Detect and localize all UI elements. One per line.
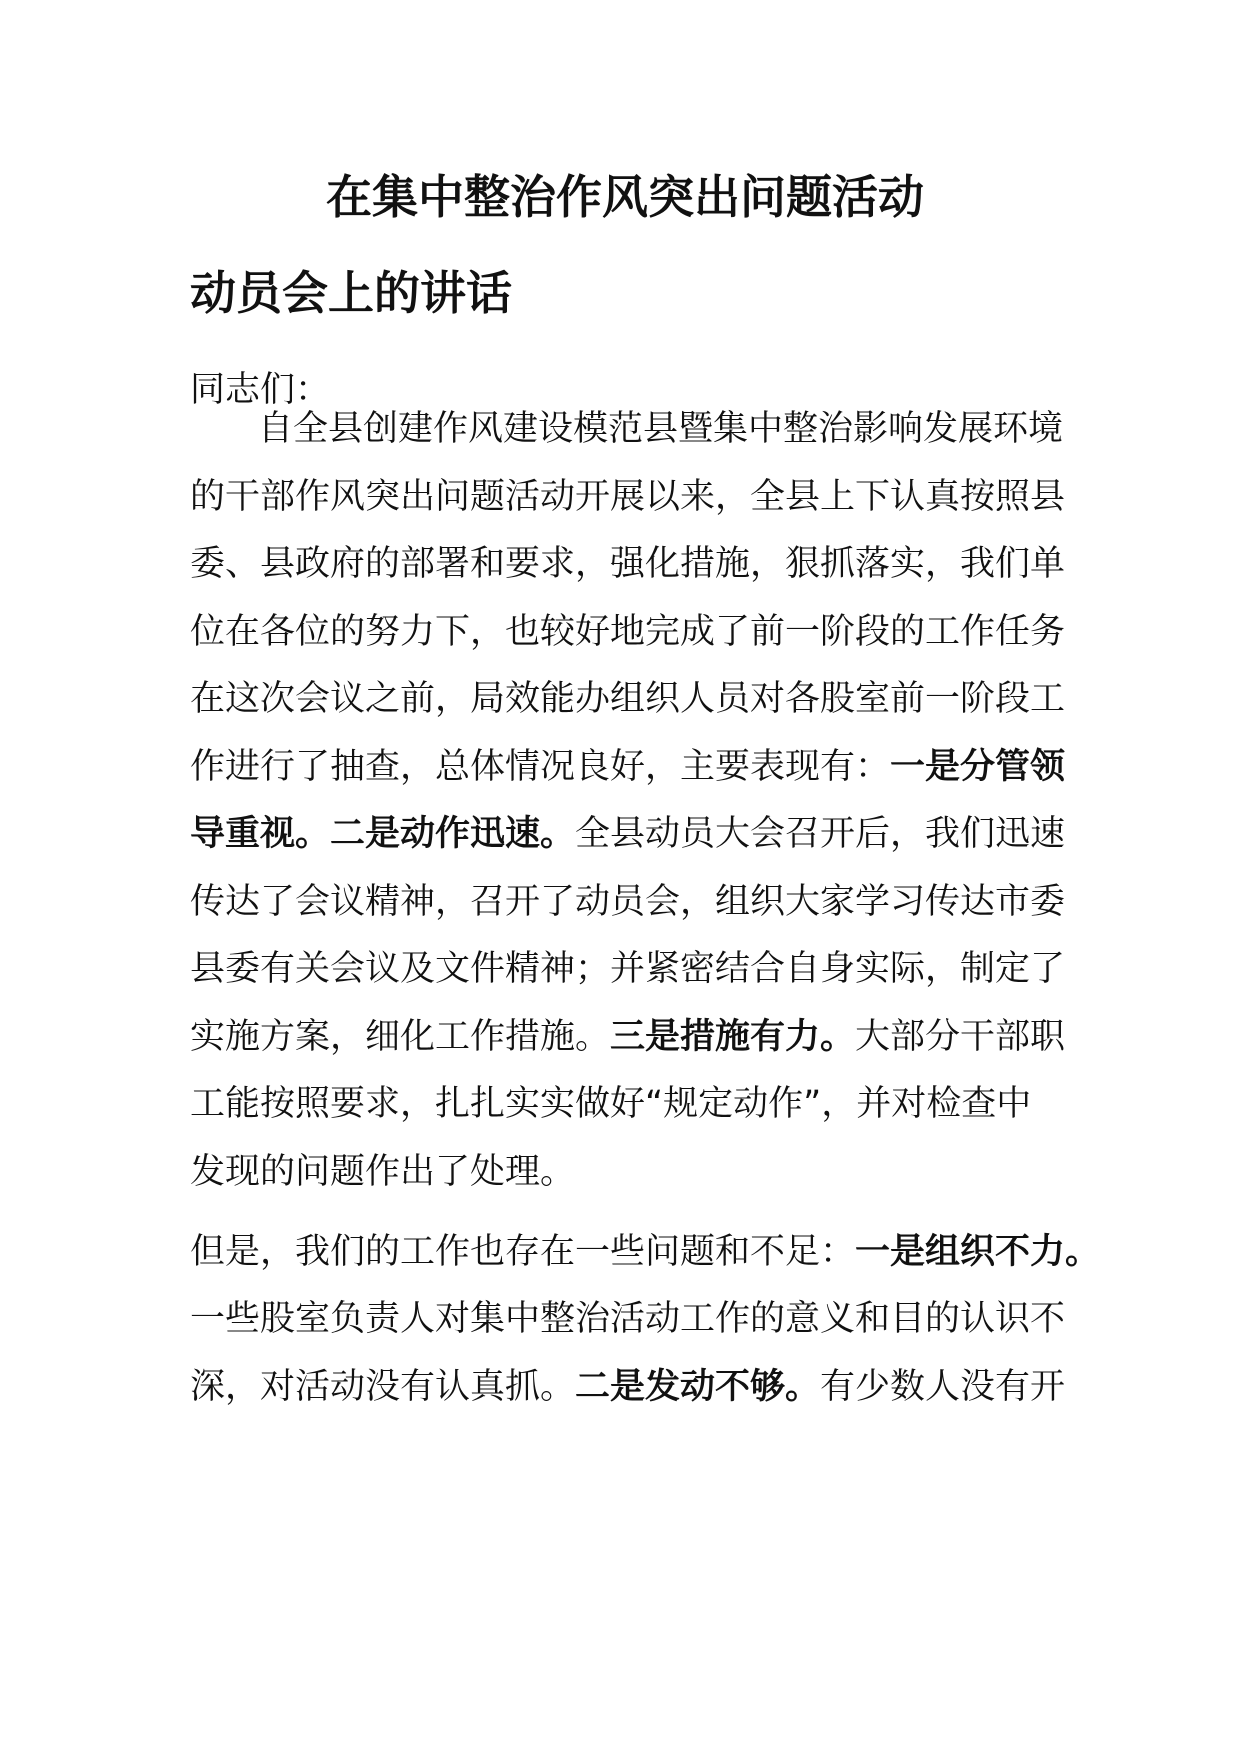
line-text: 深，对活动没有认真抓。 bbox=[190, 1367, 576, 1407]
document-title-line-1: 在集中整治作风突出问题活动 bbox=[326, 170, 924, 224]
bold-point-heading: 二是发动不够。 bbox=[575, 1367, 821, 1407]
line-text: 但是，我们的工作也存在一些问题和不足： bbox=[190, 1232, 856, 1272]
paragraph-1-line-8: 传达了会议精神，召开了动员会，组织大家学习传达市委 bbox=[190, 882, 1066, 922]
paragraph-1-line-2: 的干部作风突出问题活动开展以来，全县上下认真按照县 bbox=[190, 477, 1066, 517]
line-text: 全县动员大会召开后，我们迅速 bbox=[575, 814, 1066, 854]
paragraph-1-line-3: 委、县政府的部署和要求，强化措施，狠抓落实，我们单 bbox=[190, 544, 1066, 584]
bold-point-heading: 一是组织不力。 bbox=[855, 1232, 1101, 1272]
paragraph-2-line-2: 一些股室负责人对集中整治活动工作的意义和目的认识不 bbox=[190, 1299, 1066, 1339]
bold-point-heading: 导重视。二是动作迅速。 bbox=[190, 814, 576, 854]
line-text: 大部分干部职 bbox=[855, 1017, 1066, 1057]
line-text: 实施方案，细化工作措施。 bbox=[190, 1017, 611, 1057]
paragraph-1-line-1: 自全县创建作风建设模范县暨集中整治影响发展环境 bbox=[258, 409, 1064, 449]
paragraph-2-line-1 bbox=[190, 1228, 1101, 1276]
line-text: 有少数人没有开 bbox=[820, 1367, 1066, 1407]
paragraph-1-line-12: 发现的问题作出了处理。 bbox=[190, 1152, 576, 1192]
paragraph-2-line-3 bbox=[190, 1363, 1070, 1411]
salutation: 同志们： bbox=[190, 370, 331, 410]
paragraph-1-line-7 bbox=[190, 810, 1070, 858]
bold-point-heading: 一是分管领 bbox=[890, 747, 1066, 787]
paragraph-1-line-10 bbox=[190, 1013, 1070, 1061]
paragraph-1-line-5: 在这次会议之前，局效能办组织人员对各股室前一阶段工 bbox=[190, 679, 1066, 719]
paragraph-1-line-4: 位在各位的努力下，也较好地完成了前一阶段的工作任务 bbox=[190, 612, 1066, 652]
document-title-line-2: 动员会上的讲话 bbox=[190, 266, 512, 320]
paragraph-1-line-6 bbox=[190, 743, 1070, 791]
paragraph-1-line-9: 县委有关会议及文件精神；并紧密结合自身实际，制定了 bbox=[190, 949, 1066, 989]
paragraph-1-line-11: 工能按照要求，扎扎实实做好“规定动作”，并对检查中 bbox=[190, 1084, 1032, 1124]
bold-point-heading: 三是措施有力。 bbox=[610, 1017, 856, 1057]
line-text: 作进行了抽查，总体情况良好，主要表现有： bbox=[190, 747, 891, 787]
